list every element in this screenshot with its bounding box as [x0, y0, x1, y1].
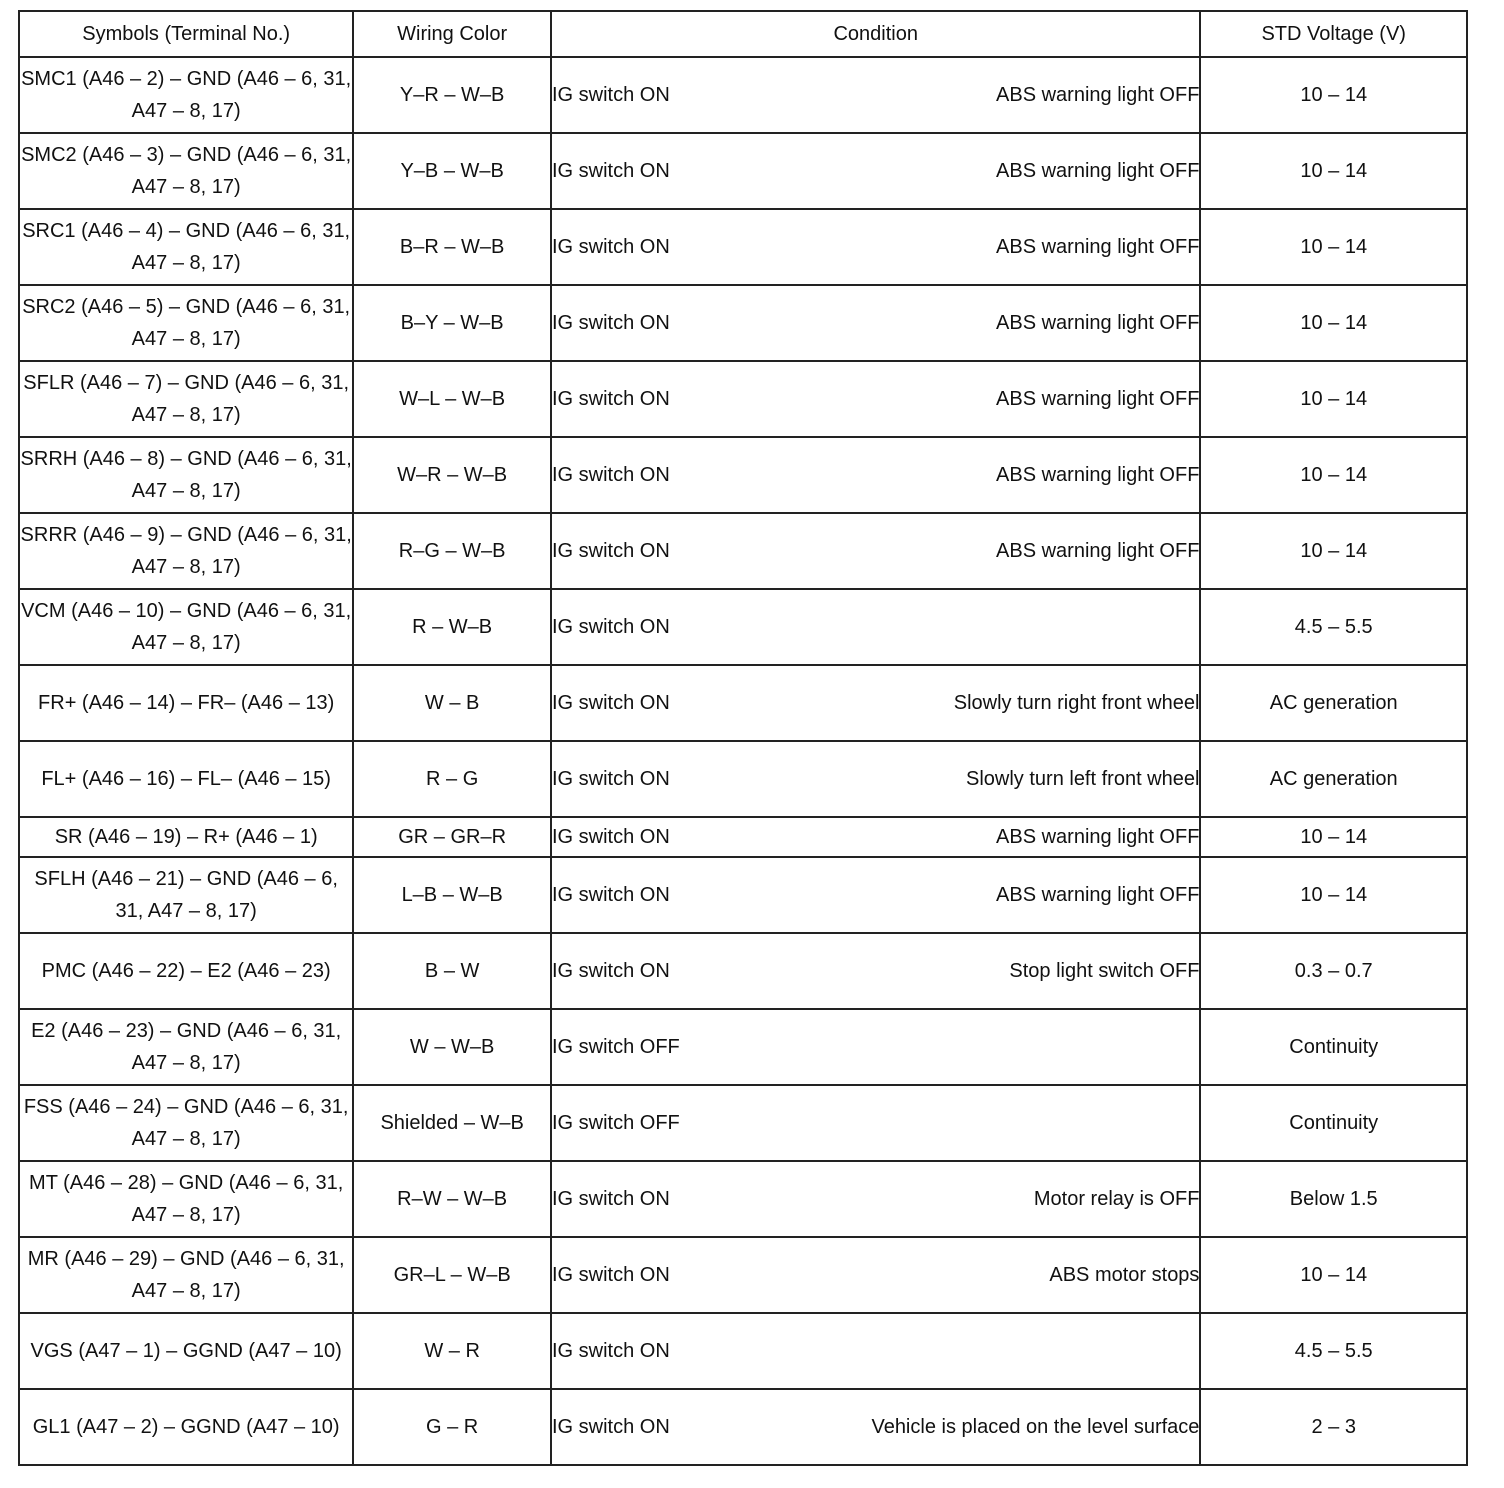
condition-switch-state: IG switch ON: [551, 1188, 670, 1210]
cell-condition: [551, 57, 1200, 133]
cell-condition: [551, 741, 1200, 817]
cell-wiring-color: Shielded – W–B: [353, 1085, 551, 1161]
cell-symbols: MT (A46 – 28) – GND (A46 – 6, 31, A47 – 8, 17): [19, 1161, 353, 1237]
cell-wiring-color: B–R – W–B: [353, 209, 551, 285]
cell-symbols: FL+ (A46 – 16) – FL– (A46 – 15): [19, 741, 353, 817]
condition-detail: Slowly turn left front wheel: [966, 768, 1200, 790]
table-row: [19, 1161, 1467, 1237]
condition-switch-state: IG switch ON: [551, 236, 670, 258]
table-row: [19, 1389, 1467, 1465]
cell-std-voltage: 10 – 14: [1200, 857, 1467, 933]
condition-switch-state: IG switch OFF: [551, 1112, 680, 1134]
cell-wiring-color: G – R: [353, 1389, 551, 1465]
cell-wiring-color: B–Y – W–B: [353, 285, 551, 361]
condition-switch-state: IG switch ON: [551, 540, 670, 562]
table-row: [19, 665, 1467, 741]
cell-condition: [551, 437, 1200, 513]
table-row: [19, 57, 1467, 133]
cell-std-voltage: AC generation: [1200, 665, 1467, 741]
cell-std-voltage: 10 – 14: [1200, 1237, 1467, 1313]
header-symbols: Symbols (Terminal No.): [19, 11, 353, 57]
condition-detail: ABS warning light OFF: [996, 540, 1200, 562]
condition-switch-state: IG switch ON: [551, 826, 670, 848]
table-row: [19, 817, 1467, 857]
cell-symbols: SFLR (A46 – 7) – GND (A46 – 6, 31, A47 – 8, 17): [19, 361, 353, 437]
condition-detail: Slowly turn right front wheel: [953, 692, 1200, 714]
cell-condition: [551, 1237, 1200, 1313]
header-std-voltage: STD Voltage (V): [1200, 11, 1467, 57]
condition-detail: ABS warning light OFF: [996, 84, 1200, 106]
condition-detail: ABS warning light OFF: [996, 160, 1200, 182]
cell-condition: [551, 1009, 1200, 1085]
condition-detail: ABS warning light OFF: [996, 236, 1200, 258]
table-row: [19, 437, 1467, 513]
condition-switch-state: IG switch OFF: [551, 1036, 680, 1058]
condition-switch-state: IG switch ON: [551, 884, 670, 906]
cell-wiring-color: W – W–B: [353, 1009, 551, 1085]
cell-std-voltage: 10 – 14: [1200, 209, 1467, 285]
cell-wiring-color: L–B – W–B: [353, 857, 551, 933]
cell-std-voltage: Continuity: [1200, 1009, 1467, 1085]
cell-condition: [551, 361, 1200, 437]
cell-wiring-color: W–L – W–B: [353, 361, 551, 437]
header-wiring-color: Wiring Color: [353, 11, 551, 57]
cell-condition: [551, 933, 1200, 1009]
cell-wiring-color: R–W – W–B: [353, 1161, 551, 1237]
cell-std-voltage: 10 – 14: [1200, 361, 1467, 437]
table-row: [19, 209, 1467, 285]
cell-std-voltage: 2 – 3: [1200, 1389, 1467, 1465]
condition-detail: ABS warning light OFF: [996, 388, 1200, 410]
cell-wiring-color: B – W: [353, 933, 551, 1009]
condition-switch-state: IG switch ON: [551, 1264, 670, 1286]
condition-detail: Stop light switch OFF: [1009, 960, 1200, 982]
condition-detail: ABS warning light OFF: [996, 826, 1200, 848]
cell-wiring-color: W – B: [353, 665, 551, 741]
cell-std-voltage: 0.3 – 0.7: [1200, 933, 1467, 1009]
cell-std-voltage: Below 1.5: [1200, 1161, 1467, 1237]
cell-condition: [551, 133, 1200, 209]
cell-wiring-color: GR – GR–R: [353, 817, 551, 857]
condition-switch-state: IG switch ON: [551, 616, 670, 638]
cell-symbols: SRRH (A46 – 8) – GND (A46 – 6, 31, A47 – 8, 17): [19, 437, 353, 513]
table-row: [19, 1009, 1467, 1085]
cell-condition: [551, 1389, 1200, 1465]
cell-std-voltage: 4.5 – 5.5: [1200, 1313, 1467, 1389]
cell-std-voltage: 10 – 14: [1200, 817, 1467, 857]
table-row: [19, 285, 1467, 361]
condition-detail: ABS motor stops: [1049, 1264, 1200, 1286]
cell-std-voltage: 10 – 14: [1200, 285, 1467, 361]
cell-wiring-color: Y–B – W–B: [353, 133, 551, 209]
condition-switch-state: IG switch ON: [551, 1340, 670, 1362]
cell-symbols: SMC2 (A46 – 3) – GND (A46 – 6, 31, A47 – 8, 17): [19, 133, 353, 209]
cell-symbols: SRRR (A46 – 9) – GND (A46 – 6, 31, A47 – 8, 17): [19, 513, 353, 589]
cell-condition: [551, 1161, 1200, 1237]
cell-condition: [551, 285, 1200, 361]
cell-symbols: GL1 (A47 – 2) – GGND (A47 – 10): [19, 1389, 353, 1465]
cell-std-voltage: 10 – 14: [1200, 57, 1467, 133]
cell-symbols: SRC1 (A46 – 4) – GND (A46 – 6, 31, A47 – 8, 17): [19, 209, 353, 285]
cell-symbols: VCM (A46 – 10) – GND (A46 – 6, 31, A47 – 8, 17): [19, 589, 353, 665]
condition-switch-state: IG switch ON: [551, 312, 670, 334]
cell-condition: [551, 1085, 1200, 1161]
cell-std-voltage: 4.5 – 5.5: [1200, 589, 1467, 665]
cell-symbols: SRC2 (A46 – 5) – GND (A46 – 6, 31, A47 – 8, 17): [19, 285, 353, 361]
table-row: [19, 513, 1467, 589]
cell-condition: [551, 665, 1200, 741]
table-row: [19, 361, 1467, 437]
table-row: [19, 741, 1467, 817]
table-row: [19, 857, 1467, 933]
cell-wiring-color: R – W–B: [353, 589, 551, 665]
cell-condition: [551, 1313, 1200, 1389]
cell-wiring-color: Y–R – W–B: [353, 57, 551, 133]
cell-std-voltage: 10 – 14: [1200, 513, 1467, 589]
terminal-spec-document: [18, 10, 1468, 1466]
condition-detail: Vehicle is placed on the level surface: [871, 1416, 1200, 1438]
header-row: [19, 11, 1467, 57]
cell-symbols: SR (A46 – 19) – R+ (A46 – 1): [19, 817, 353, 857]
cell-symbols: SMC1 (A46 – 2) – GND (A46 – 6, 31, A47 – 8, 17): [19, 57, 353, 133]
cell-wiring-color: GR–L – W–B: [353, 1237, 551, 1313]
cell-wiring-color: W – R: [353, 1313, 551, 1389]
condition-detail: ABS warning light OFF: [996, 884, 1200, 906]
cell-condition: [551, 209, 1200, 285]
condition-switch-state: IG switch ON: [551, 388, 670, 410]
cell-std-voltage: AC generation: [1200, 741, 1467, 817]
condition-switch-state: IG switch ON: [551, 160, 670, 182]
cell-symbols: SFLH (A46 – 21) – GND (A46 – 6, 31, A47 – 8, 17): [19, 857, 353, 933]
terminal-voltage-table: [18, 10, 1468, 1466]
condition-switch-state: IG switch ON: [551, 1416, 670, 1438]
cell-condition: [551, 857, 1200, 933]
cell-symbols: E2 (A46 – 23) – GND (A46 – 6, 31, A47 – 8, 17): [19, 1009, 353, 1085]
cell-condition: [551, 817, 1200, 857]
condition-switch-state: IG switch ON: [551, 692, 670, 714]
cell-wiring-color: R – G: [353, 741, 551, 817]
condition-detail: Motor relay is OFF: [1033, 1188, 1200, 1210]
cell-symbols: VGS (A47 – 1) – GGND (A47 – 10): [19, 1313, 353, 1389]
cell-std-voltage: 10 – 14: [1200, 437, 1467, 513]
header-condition: Condition: [551, 11, 1200, 57]
condition-switch-state: IG switch ON: [551, 768, 670, 790]
cell-symbols: PMC (A46 – 22) – E2 (A46 – 23): [19, 933, 353, 1009]
cell-symbols: MR (A46 – 29) – GND (A46 – 6, 31, A47 – 8, 17): [19, 1237, 353, 1313]
condition-detail: ABS warning light OFF: [996, 464, 1200, 486]
cell-wiring-color: R–G – W–B: [353, 513, 551, 589]
cell-symbols: FR+ (A46 – 14) – FR– (A46 – 13): [19, 665, 353, 741]
table-row: [19, 589, 1467, 665]
cell-wiring-color: W–R – W–B: [353, 437, 551, 513]
condition-switch-state: IG switch ON: [551, 960, 670, 982]
condition-switch-state: IG switch ON: [551, 84, 670, 106]
condition-switch-state: IG switch ON: [551, 464, 670, 486]
table-row: [19, 933, 1467, 1009]
cell-std-voltage: Continuity: [1200, 1085, 1467, 1161]
table-row: [19, 1085, 1467, 1161]
cell-symbols: FSS (A46 – 24) – GND (A46 – 6, 31, A47 – 8, 17): [19, 1085, 353, 1161]
table-row: [19, 1313, 1467, 1389]
condition-detail: ABS warning light OFF: [996, 312, 1200, 334]
cell-condition: [551, 589, 1200, 665]
cell-std-voltage: 10 – 14: [1200, 133, 1467, 209]
table-row: [19, 1237, 1467, 1313]
table-row: [19, 133, 1467, 209]
cell-condition: [551, 513, 1200, 589]
